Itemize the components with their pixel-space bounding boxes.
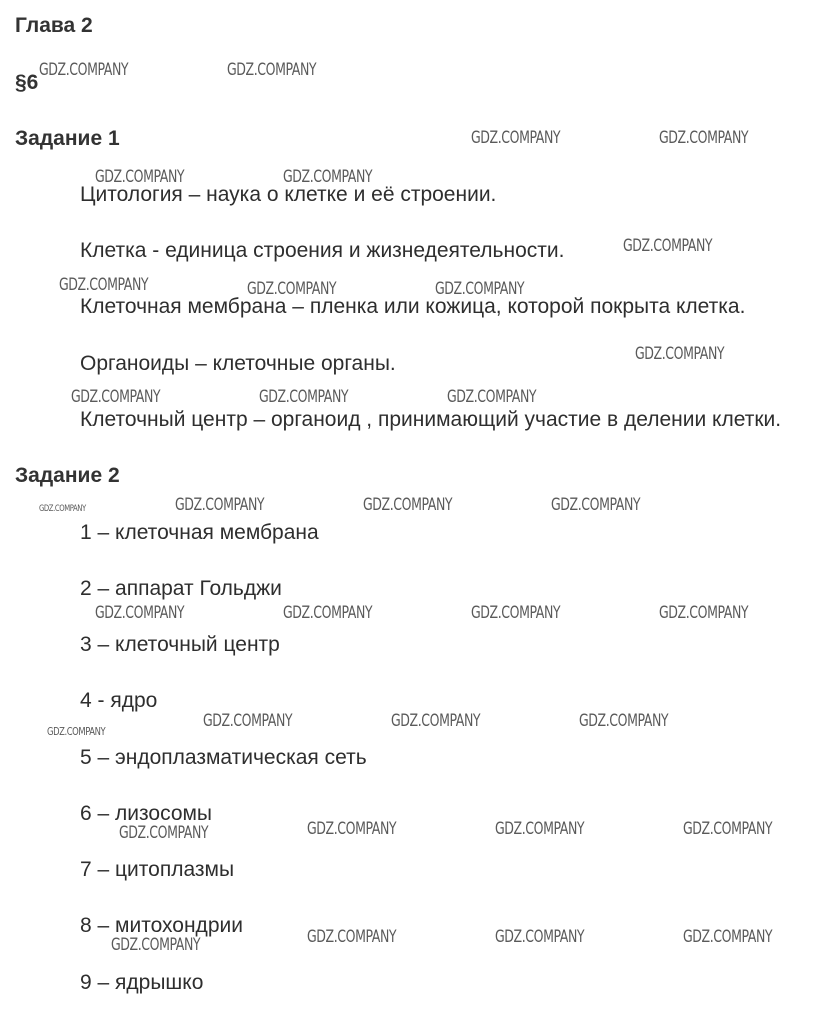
task1-title: Задание 1: [15, 127, 120, 150]
watermark: GDZ.COMPANY: [283, 603, 373, 623]
watermark: GDZ.COMPANY: [683, 927, 773, 947]
watermark: GDZ.COMPANY: [119, 823, 209, 843]
watermark: GDZ.COMPANY: [95, 167, 185, 187]
watermark: GDZ.COMPANY: [447, 387, 537, 407]
watermark: GDZ.COMPANY: [39, 504, 86, 514]
watermark: GDZ.COMPANY: [71, 387, 161, 407]
task2-item: 8 – митохондрии: [80, 914, 243, 937]
task2-item: 9 – ядрышко: [80, 971, 204, 994]
chapter-title: Глава 2: [15, 14, 93, 37]
task1-line: Цитология – наука о клетке и её строении.: [80, 183, 497, 206]
watermark: GDZ.COMPANY: [495, 819, 585, 839]
watermark: GDZ.COMPANY: [247, 279, 337, 299]
watermark: GDZ.COMPANY: [683, 819, 773, 839]
task2-item: 2 – аппарат Гольджи: [80, 577, 282, 600]
watermark: GDZ.COMPANY: [307, 819, 397, 839]
watermark: GDZ.COMPANY: [175, 495, 265, 515]
watermark: GDZ.COMPANY: [283, 167, 373, 187]
task2-item: 7 – цитоплазмы: [80, 858, 235, 881]
task2-item: 4 - ядро: [80, 689, 158, 712]
watermark: GDZ.COMPANY: [259, 387, 349, 407]
watermark: GDZ.COMPANY: [495, 927, 585, 947]
watermark: GDZ.COMPANY: [623, 236, 713, 256]
watermark: GDZ.COMPANY: [635, 344, 725, 364]
watermark: GDZ.COMPANY: [579, 711, 669, 731]
watermark: GDZ.COMPANY: [307, 927, 397, 947]
section-number: §6: [15, 71, 39, 94]
watermark: GDZ.COMPANY: [659, 603, 749, 623]
task2-item: 3 – клеточный центр: [80, 633, 280, 656]
watermark: GDZ.COMPANY: [659, 128, 749, 148]
watermark: GDZ.COMPANY: [111, 935, 201, 955]
watermark: GDZ.COMPANY: [551, 495, 641, 515]
watermark: GDZ.COMPANY: [391, 711, 481, 731]
watermark: GDZ.COMPANY: [39, 60, 129, 80]
task2-item: 1 – клеточная мембрана: [80, 521, 319, 544]
watermark: GDZ.COMPANY: [435, 279, 525, 299]
task1-line: Органоиды – клеточные органы.: [80, 352, 396, 375]
watermark: GDZ.COMPANY: [59, 275, 149, 295]
watermark: GDZ.COMPANY: [95, 603, 185, 623]
watermark: GDZ.COMPANY: [47, 725, 106, 738]
task1-line: Клеточная мембрана – пленка или кожица, которой покрыта клетка.: [80, 295, 746, 318]
watermark: GDZ.COMPANY: [471, 603, 561, 623]
task2-item: 6 – лизосомы: [80, 802, 213, 825]
task2-item: 5 – эндоплазматическая сеть: [80, 746, 367, 769]
task2-title: Задание 2: [15, 464, 120, 487]
watermark: GDZ.COMPANY: [363, 495, 453, 515]
task1-line: Клетка - единица строения и жизнедеятельности.: [80, 239, 565, 262]
watermark: GDZ.COMPANY: [227, 60, 317, 80]
watermark: GDZ.COMPANY: [471, 128, 561, 148]
task1-line: Клеточный центр – органоид , принимающий участие в делении клетки.: [80, 408, 782, 431]
watermark: GDZ.COMPANY: [203, 711, 293, 731]
